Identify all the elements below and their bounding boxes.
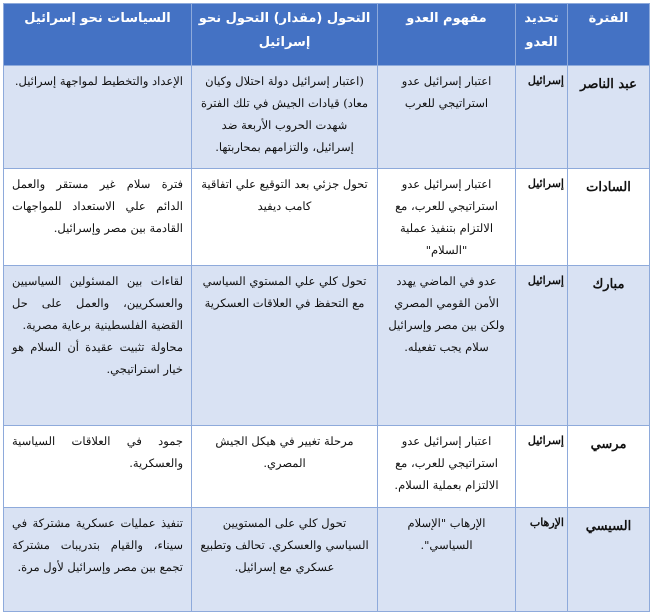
policy-cell xyxy=(4,266,192,426)
shift-cell: مرحلة تغيير في هيكل الجيش المصري. xyxy=(192,426,378,508)
concept-cell: عدو في الماضي يهدد الأمن القومي المصري ولكن بين مصر وإسرائيل سلام يجب تفعيله. xyxy=(378,266,516,426)
enemy-doctrine-table xyxy=(3,3,650,612)
enemy-cell: الإرهاب xyxy=(516,508,568,612)
policy-text: لقاءات بين المسئولين السياسيين والعسكريين، والعمل على حل القضية الفلسطينية برعاية مصرية. xyxy=(12,274,183,332)
policy-text: تنفيذ عمليات عسكرية مشتركة في سيناء، والقيام بتدريبات مشتركة تجمع بين مصر وإسرائيل لأول مرة. xyxy=(12,516,183,574)
concept-cell: اعتبار إسرائيل عدو استراتيجي للعرب xyxy=(378,66,516,169)
table-row xyxy=(4,66,650,169)
shift-cell: تحول كلي علي المستوي السياسي مع التحفظ في العلاقات العسكرية xyxy=(192,266,378,426)
period-cell: مبارك xyxy=(568,266,650,426)
table-row xyxy=(4,508,650,612)
policy-cell xyxy=(4,426,192,508)
table-row xyxy=(4,426,650,508)
table-header-row xyxy=(4,4,650,66)
enemy-cell: إسرائيل xyxy=(516,169,568,266)
policy-text: فترة سلام غير مستقر والعمل الدائم علي الاستعداد للمواجهات القادمة بين مصر وإسرائيل. xyxy=(12,177,183,235)
shift-cell: تحول كلي على المستويين السياسي والعسكري. تحالف وتطبيع عسكري مع إسرائيل. xyxy=(192,508,378,612)
concept-cell: اعتبار إسرائيل عدو استراتيجي للعرب، مع الالتزام بعملية السلام. xyxy=(378,426,516,508)
policy-cell xyxy=(4,66,192,169)
table-row xyxy=(4,266,650,426)
enemy-cell: إسرائيل xyxy=(516,66,568,169)
concept-cell: الإرهاب "الإسلام السياسي". xyxy=(378,508,516,612)
header-enemy: تحديد العدو xyxy=(516,4,568,66)
policy-text: جمود في العلاقات السياسية والعسكرية. xyxy=(12,434,183,470)
header-policy: السياسات نحو إسرائيل xyxy=(4,4,192,66)
table-row xyxy=(4,169,650,266)
header-period: الفترة xyxy=(568,4,650,66)
policy-text: محاولة تثبيت عقيدة أن السلام هو خيار استراتيجي. xyxy=(12,340,183,376)
header-shift: التحول (مقدار) التحول نحو إسرائيل xyxy=(192,4,378,66)
shift-cell: (اعتبار إسرائيل دولة احتلال وكيان معاد) قيادات الجيش في تلك الفترة شهدت الحروب الأربعة ضد إسرائيل، والتزامهم بمحاربتها. xyxy=(192,66,378,169)
shift-cell: تحول جزئي بعد التوقيع علي اتفاقية كامب ديفيد xyxy=(192,169,378,266)
concept-cell: اعتبار إسرائيل عدو استراتيجي للعرب، مع الالتزام بتنفيذ عملية "السلام" xyxy=(378,169,516,266)
period-cell: السيسي xyxy=(568,508,650,612)
period-cell: مرسي xyxy=(568,426,650,508)
enemy-cell: إسرائيل xyxy=(516,426,568,508)
header-concept: مفهوم العدو xyxy=(378,4,516,66)
policy-cell xyxy=(4,169,192,266)
period-cell: عبد الناصر xyxy=(568,66,650,169)
enemy-cell: إسرائيل xyxy=(516,266,568,426)
policy-text: الإعداد والتخطيط لمواجهة إسرائيل. xyxy=(14,74,183,88)
period-cell: السادات xyxy=(568,169,650,266)
policy-cell xyxy=(4,508,192,612)
